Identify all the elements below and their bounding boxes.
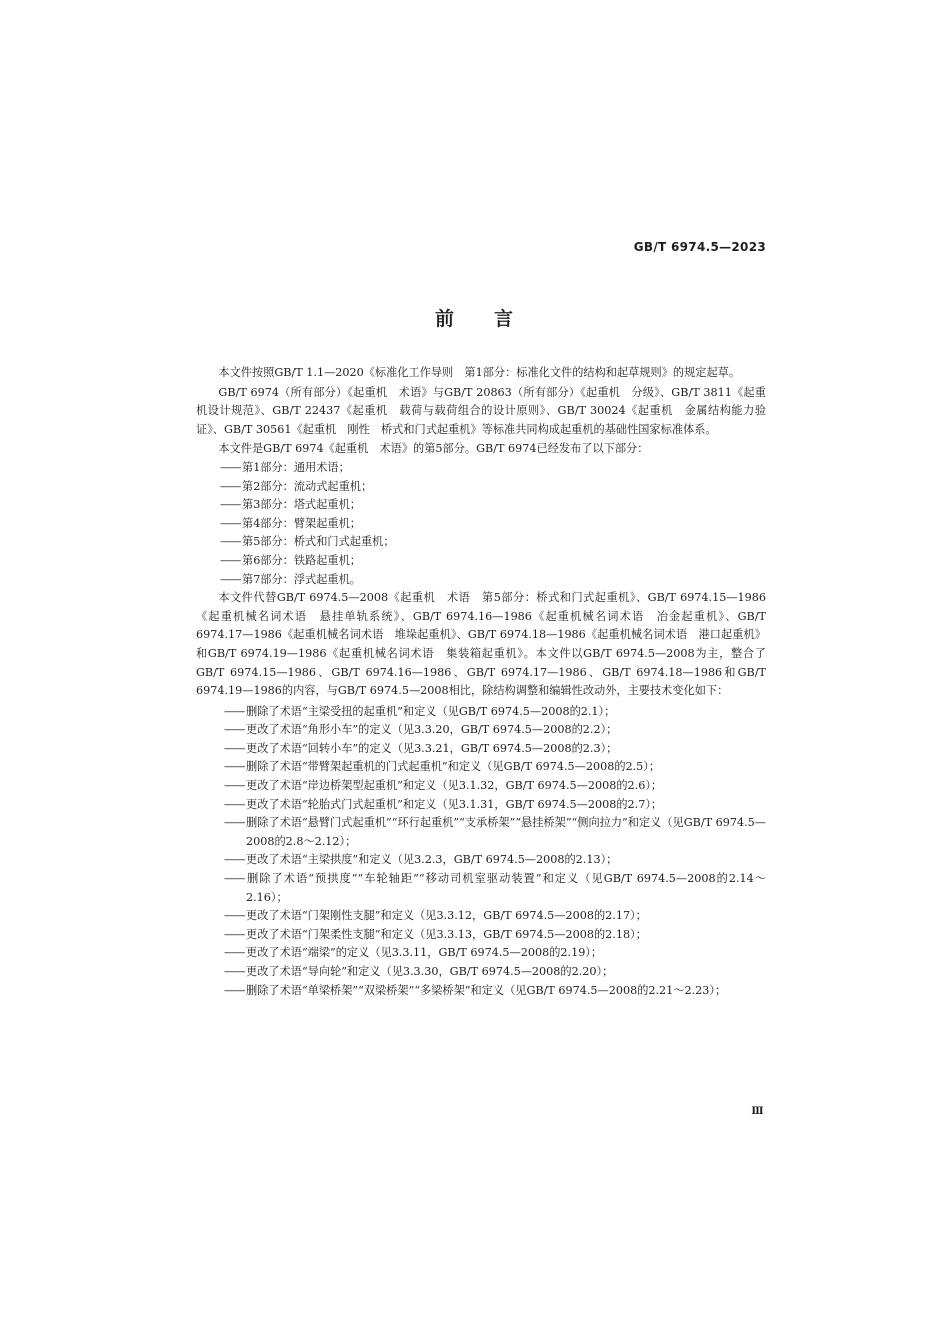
list-dash: —— [224,816,245,830]
list-dash: —— [224,853,245,867]
list-item: —— 更改了术语“主梁拱度”和定义（见3.2.3，GB/T 6974.5—2008的2.13）； [196,851,766,870]
list-dash: —— [224,909,245,923]
list-dash: —— [224,927,245,941]
paragraph-replacement: 本文件代替GB/T 6974.5—2008《起重机 术语 第5部分：桥式和门式起重机》、GB/T 6974.15—1986《起重机械名词术语 悬挂单轨系统》、GB/T 6974.16—1986《起重机械名词术语 冶金起重机》、GB/T 6974.17—1986《起重机械名词术语 堆垛起重机》、GB/T 6974.18—1986《起重机械名词术语 港口起重机》和GB/T 6974.19—1986《起重机械名词术语 集装箱起重机》。本文件以GB/T 6974.5—2008为主，整合了GB/T 6974.15—1986、GB/T 6974.16—1986、GB/T 6974.17—1986、GB/T 6974.18—1986和GB/T 6974.19—1986的内容，与GB/T 6974.5—2008相比，除结构调整和编辑性改动外，主要技术变化如下： [196,591,766,698]
paragraph-drafting-rules: 本文件按照GB/T 1.1—2020《标准化工作导则 第1部分：标准化文件的结构和起草规则》的规定起草。 [218,366,741,379]
list-dash: —— [224,965,245,978]
list-item: —— 第7部分：浮式起重机。 [196,571,766,590]
list-dash: —— [220,553,241,567]
list-dash: —— [224,704,245,718]
list-dash: —— [220,516,241,530]
list-item: —— 删除了术语“主梁受扭的起重机”和定义（见GB/T 6974.5—2008的2.1）； [196,703,766,722]
paragraph-standard-system: GB/T 6974（所有部分）《起重机 术语》与GB/T 20863（所有部分）《起重机 分级》、GB/T 3811《起重机设计规范》、GB/T 22437《起重机 载荷与载荷组合的设计原则》、GB/T 30024《起重机 金属结构能力验证》、GB/T 30561《起重机 刚性 桥式和门式起重机》等标准共同构成起重机的基础性国家标准体系。 [196,385,766,436]
list-item: —— 更改了术语“轮胎式门式起重机”和定义（见3.1.31，GB/T 6974.5—2008的2.7）； [196,796,766,815]
list-dash: —— [220,460,241,474]
list-dash: —— [224,872,245,886]
list-dash: —— [224,760,245,774]
list-dash: —— [224,779,245,793]
title-char-left: 前 [434,308,456,330]
list-item: —— 更改了术语“导向轮”和定义（见3.3.30，GB/T 6974.5—2008的2.20）； [196,963,766,982]
parts-list [196,459,766,589]
list-item: —— 第4部分：臂架起重机； [196,515,766,534]
list-dash: —— [224,723,245,737]
list-item: —— 更改了术语“回转小车”的定义（见3.3.21，GB/T 6974.5—2008的2.3）； [196,740,766,759]
list-dash: —— [224,983,245,997]
paragraph-parts-intro: 本文件是GB/T 6974《起重机 术语》的第5部分。GB/T 6974已经发布了以下部分： [218,442,649,456]
list-item: —— 第3部分：塔式起重机； [196,496,766,515]
list-item: —— 第5部分：桥式和门式起重机； [196,533,766,552]
page-number: Ⅲ [751,1106,764,1117]
list-item: —— 更改了术语“端梁”的定义（见3.3.11，GB/T 6974.5—2008的2.19）； [196,944,766,963]
list-item: —— 更改了术语“门架柔性支腿”和定义（见3.3.13，GB/T 6974.5—2008的2.18）； [196,926,766,945]
list-item: —— 第1部分：通用术语； [196,459,766,478]
list-dash: —— [224,741,245,755]
list-dash: —— [224,946,245,960]
list-item: —— 第2部分：流动式起重机； [196,478,766,497]
list-item: —— 删除了术语“悬臂门式起重机”“环行起重机”“支承桥架”“悬挂桥架”“侧向拉力”和定义（见GB/T 6974.5—2008的2.8～2.12）； [224,816,766,848]
list-dash: —— [220,479,241,493]
list-dash: —— [220,572,241,586]
list-item: —— 删除了术语“单梁桥架”“双梁桥架”“多梁桥架”和定义（见GB/T 6974.5—2008的2.21～2.23）； [196,982,766,1001]
foreword-body [196,364,766,1000]
list-item: —— 删除了术语“带臂架起重机的门式起重机”和定义（见GB/T 6974.5—2008的2.5）； [196,758,766,777]
title-char-right: 言 [494,308,516,330]
list-item: —— 更改了术语“门架刚性支腿”和定义（见3.3.12，GB/T 6974.5—2008的2.17）； [196,907,766,926]
technical-changes-list [196,703,766,1001]
list-item: —— 更改了术语“岸边桥架型起重机”和定义（见3.1.32，GB/T 6974.5—2008的2.6）； [196,777,766,796]
list-item: —— 第6部分：铁路起重机； [196,552,766,571]
list-dash: —— [220,535,241,549]
page-title [0,304,950,331]
standard-code: GB/T 6974.5—2023 [633,240,766,254]
list-item: —— 删除了术语“预拱度”“车轮轴距”“移动司机室驱动装置”和定义（见GB/T 6974.5—2008的2.14～2.16）； [224,872,766,904]
list-item: —— 更改了术语“角形小车”的定义（见3.3.20，GB/T 6974.5—2008的2.2）； [196,721,766,740]
list-dash: —— [224,797,245,811]
list-dash: —— [220,498,241,512]
